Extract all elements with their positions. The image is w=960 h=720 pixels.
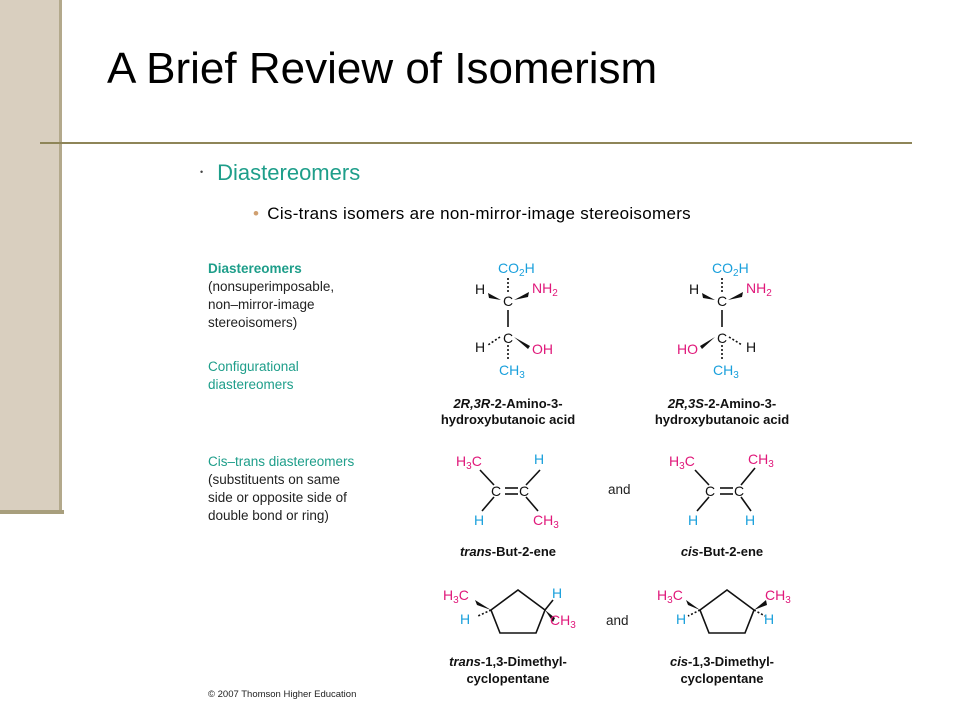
svg-text:CH3: $CH_3$ [765,587,791,606]
svg-text:C: C [491,483,502,499]
svg-text:H: H [688,512,699,528]
label-configurational-2: diastereomers [208,377,294,392]
svg-text:CH3: $CH_3$ [499,362,525,381]
svg-text:CO2H: $CO_2H$ [498,260,535,279]
name-cis-butene: cis-But-2-ene [680,544,764,559]
name-trans-cyclopentane-line1: trans-1,3-Dimethyl- [449,654,567,669]
structure-trans-butene [480,470,540,511]
label-cistrans-desc-2: side or opposite side of [208,490,347,505]
svg-text:H: H [746,339,757,355]
svg-text:H: H [534,451,545,467]
label-diastereomers-heading: Diastereomers [208,261,302,276]
and-label-1: and [608,482,631,497]
label-diastereomers-desc-3: stereoisomers) [208,315,298,330]
svg-text:C: C [717,293,728,309]
svg-text:H: H [460,611,471,627]
svg-text:H: H [552,585,563,601]
slide-title: A Brief Review of Isomerism [107,44,658,93]
name-amino-2r3s-line1: 2R,3S-2-Amino-3- [667,396,777,411]
label-cistrans-heading: Cis–trans diastereomers [208,454,355,469]
structure-cis-butene [695,468,755,511]
name-cis-cyclopentane-line1: cis-1,3-Dimethyl- [669,654,775,669]
name-amino-2r3r-line2: hydroxybutanoic acid [440,412,576,427]
svg-text:H: H [764,611,775,627]
name-cis-cyclopentane-line2: cyclopentane [680,671,764,686]
svg-text:OH: OH [532,341,553,357]
svg-text:H: H [475,281,486,297]
structure-amino-2r3s-atoms [677,260,772,381]
svg-text:NH2: $NH_2$ [746,280,772,299]
svg-text:CH3: $CH_3$ [748,451,774,470]
svg-text:C: C [717,330,728,346]
label-diastereomers-desc-2: non–mirror-image [208,297,315,312]
svg-text:CH3: $CH_3$ [713,362,739,381]
svg-text:C: C [519,483,530,499]
svg-text:H: H [689,281,700,297]
structure-amino-2r3s [700,278,743,360]
and-label-2: and [606,613,629,628]
name-amino-2r3s-line2: hydroxybutanoic acid [654,412,790,427]
label-cistrans-desc-1: (substituents on same [208,472,341,487]
svg-text:H: H [475,339,486,355]
name-amino-2r3r-line1: 2R,3R-2-Amino-3- [453,396,563,411]
structure-cis-cyclopentane [686,590,767,633]
svg-text:H3C: $H_3C$ [657,587,683,606]
svg-text:H3C: $H_3C$ [443,587,469,606]
label-diastereomers-desc-1: (nonsuperimposable, [208,279,335,294]
svg-text:H: H [474,512,485,528]
structure-trans-butene-atoms [456,451,559,531]
structure-cis-butene-atoms [669,451,774,528]
svg-text:C: C [503,330,514,346]
label-cistrans-desc-3: double bond or ring) [208,508,329,523]
svg-text:NH2: $NH_2$ [532,280,558,299]
name-trans-cyclopentane-line2: cyclopentane [466,671,550,686]
sub-bullet-dot-icon: • [253,204,260,223]
structure-trans-cyclopentane-atoms [443,585,576,631]
svg-text:CH3: $CH_3$ [533,512,559,531]
svg-text:C: C [705,483,716,499]
structure-trans-cyclopentane [475,590,555,633]
structure-amino-2r3r-atoms [475,260,558,381]
svg-text:C: C [734,483,745,499]
bullet-dot-icon: • [200,167,204,177]
svg-text:CO2H: $CO_2H$ [712,260,749,279]
svg-text:H3C: $H_3C$ [456,453,482,472]
figure-left-labels [208,261,355,523]
bullet-cis-trans-text: Cis-trans isomers are non-mirror-image stereoisomers [267,204,691,223]
name-trans-butene: trans-But-2-ene [459,544,557,559]
svg-text:C: C [503,293,514,309]
svg-text:HO: HO [677,341,698,357]
bullet-diastereomers-text: Diastereomers [217,160,361,185]
svg-text:H3C: $H_3C$ [669,453,695,472]
svg-text:H: H [745,512,756,528]
figure-copyright: © 2007 Thomson Higher Education [208,689,357,700]
label-configurational-1: Configurational [208,359,299,374]
svg-text:H: H [676,611,687,627]
svg-text:CH3: $CH_3$ [550,612,576,631]
structure-amino-2r3r [488,278,530,360]
